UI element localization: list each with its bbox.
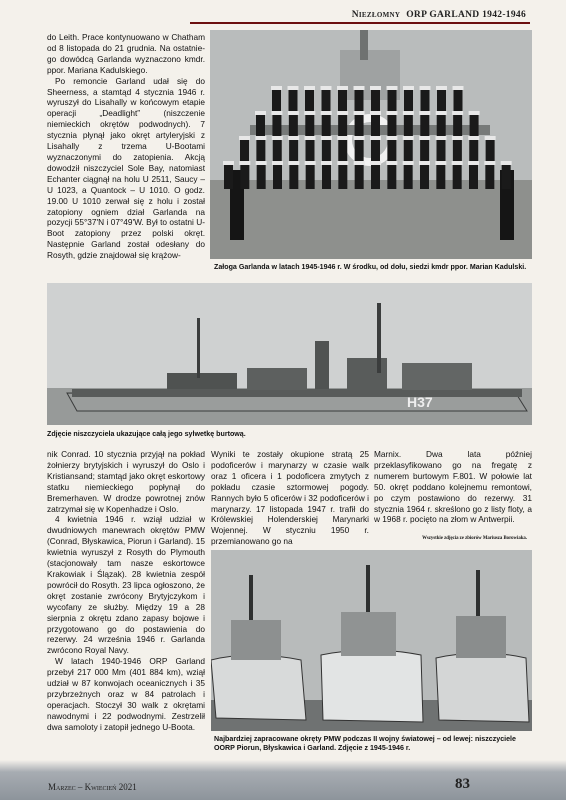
crew-photo-illustration bbox=[210, 30, 532, 259]
three-destroyers-photo bbox=[211, 550, 532, 731]
issue-date: Marzec – Kwiecień 2021 bbox=[48, 782, 137, 792]
hull-number: H37 bbox=[407, 394, 433, 410]
crew-photo-caption: Załoga Garlanda w latach 1945-1946 r. W środku, od dołu, siedzi kmdr ppor. Marian Kadulski. bbox=[214, 263, 527, 271]
paragraph: nik Conrad. 10 stycznia przyjął na pokład żołnierzy brytyjskich i wyruszył do Oslo i Kristiansand; stamtąd jako okręt eskortowy statku niemieckiego popłynął do Bremerhaven. W drodze powrotnej znów zatrzymał się w Kopenhadze i Oslo. bbox=[47, 449, 205, 514]
header-rule bbox=[190, 22, 530, 24]
destroyer-side-photo bbox=[47, 283, 532, 425]
text-column-3 bbox=[211, 449, 369, 547]
crew-photo bbox=[210, 30, 532, 259]
destroyer-photo-caption: Zdjęcie niszczyciela ukazujące całą jego sylwetkę burtową. bbox=[47, 430, 246, 438]
page-footer bbox=[0, 760, 566, 800]
three-destroyers-caption: Najbardziej zapracowane okręty PMW podczas II wojny światowej – od lewej: niszczyciele OORP Piorun, Błyskawica i Garland. Zdjęcie z 1945-1946 r. bbox=[214, 735, 516, 752]
three-destroyers-illustration bbox=[211, 550, 532, 731]
header-title: ORP GARLAND 1942-1946 bbox=[406, 10, 526, 20]
paragraph: Marnix. Dwa lata później przeklasyfikowano go na fregatę z numerem burtowym F.801. W połowie lat 50. okręt poddano kolejnemu remontowi, po czym postawiono do rezerwy. 31 stycznia 1964 r. skreślono go z listy floty, a w 1968 r. pocięto na złom w Antwerpii. bbox=[374, 449, 532, 525]
paragraph: Wyniki te zostały okupione stratą 25 podoficerów i marynarzy w czasie walk oraz 1 oficera i 1 podoficera zmytych z pokładu czasie sztormowej pogody. Rannych było 5 oficerów i 32 podoficerów i marynarzy. 17 listopada 1947 r. trafił do Królewskiej Holenderskiej Marynarki Wojennej. W styczniu 1950 r. przemianowano go na bbox=[211, 449, 369, 547]
paragraph: 4 kwietnia 1946 r. wziął udział w dwudniowych manewrach okrętów PMW (Conrad, Błyskawica, Piorun i Garland). 15 kwietnia wyruszył z Rosyth do Plymouth (stacjonowały tam nasze eskortowce Krakowiak i Ślązak). 28 kwietnia zespół powrócił do Rosyth. 23 lipca ogłoszono, że okręt zostanie zwrócony Brytyjczykom i wycofany ze służby. Między 19 a 28 sierpnia z okrętu zdano zapasy bojowe i przygotowano go do postawienia do rezerwy. 24 września 1946 r. Garlanda zwrócono Royal Navy. bbox=[47, 514, 205, 656]
running-header bbox=[190, 7, 566, 23]
page-number: 83 bbox=[455, 776, 470, 792]
paragraph: do Leith. Prace kontynuowano w Chatham od 8 listopada do 21 grudnia. Na ostatnie-go dowódcą Garlanda wyznaczono kmdr. ppor. Mariana Kadulskiego. bbox=[47, 32, 205, 75]
text-column-4 bbox=[374, 449, 532, 525]
destroyer-illustration bbox=[47, 283, 532, 425]
text-column-2 bbox=[47, 449, 205, 733]
photo-credit: Wszystkie zdjęcia ze zbiorów Mariusza Borowiaka. bbox=[422, 536, 527, 541]
text-column-1 bbox=[47, 32, 205, 261]
header-prefix: Niezłomny bbox=[351, 10, 401, 20]
paragraph: Po remoncie Garland udał się do Sheerness, a stamtąd 4 stycznia 1946 r. wyruszył do Lisahally w końcowym etapie operacji „Deadlight” (niszczenie niemieckich okrętów podwodnych). 7 stycznia płynął jako okręt artyleryjski z Lisahally z trzema U-Bootami wyznaczonymi do zatopienia. Akcją dowodził niszczyciel Sole Bay, natomiast Echanter ciągnął na holu U 2511, Saucy – U 1023, a Quantock – U 1010. O godz. 19.00 U 1010 zerwał się z holu i został zatopiony ogniem dział Garlanda na pozycji 55°37'N i 07°49'W. Był to ostatni U-Boot zatopiony przez polski okręt. Następnie Garland został odesłany do Rosyth, gdzie znajdował się krążow- bbox=[47, 75, 205, 261]
paragraph: W latach 1940-1946 ORP Garland przebył 217 000 Mm (401 884 km), wziął udział w 87 konwojach oceanicznych i 35 przybrzeżnych oraz w 84 patrolach i operacjach. Stoczył 30 walk z okrętami nawodnymi i 22 podwodnymi. Zestrzelił dwa samoloty i zatopił jednego U-Boota. bbox=[47, 656, 205, 732]
